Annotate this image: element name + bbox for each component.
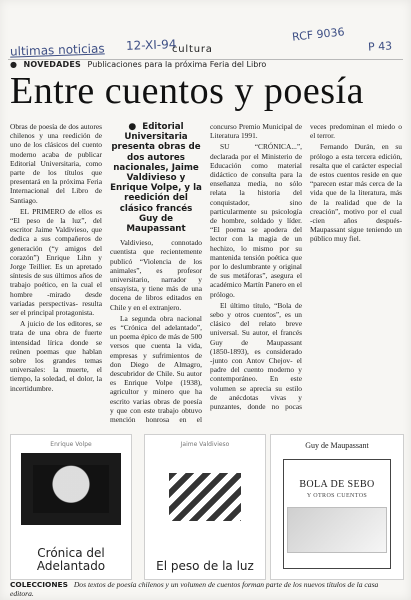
article-paragraph: A juicio de los editores, se trata de una obra de fuerte intensidad lírica donde se reúnen poemas que hablan sobre los grandes temas universales: la muerte, el tiempo, la soledad, el dolor, la incertidumbre. (10, 319, 102, 393)
kicker-text: Publicaciones para la próxima Feria del Libro (87, 60, 267, 69)
handwritten-page-note: P 43 (367, 39, 393, 54)
cover-author: Enrique Volpe (50, 441, 92, 448)
kicker-tag: NOVEDADES (23, 60, 81, 69)
lead-text: Editorial Universitaria presenta obras de dos autores nacionales, Jaime Valdivieso y Enrique Volpe, y la reedición del clásico francés Guy de Maupassant (110, 122, 202, 235)
kicker-line (10, 60, 401, 69)
article-paragraph: EL PRIMERO de ellos es “El peso de la luz”, del escritor Jaime Valdivieso, que dedica a sus compañeros de generación (“y amigos del corazón”) Enrique Lihn y Jorge Teillier. Es un apretado síntesis de sus últimos años de trabajo poético, en la cual el hombre ‑mirado desde variadas perspectivas‑ resulta ser el principal protagonista. (10, 206, 102, 318)
article-paragraph: SU “CRÓNICA...”, declarada por el Ministerio de Educación como material didáctico de consulta para la enseñanza media, no sólo relata la historia del conquistador, sino particularmente su psicología de hombre, soldado y líder. “El poema se apodera del lector con la magia de un hechizo, lo mismo por su mantenida tensión poética que por lo deslumbrante y original de sus metáforas”, asegura el académico Martín Panero en el prólogo. (210, 142, 302, 299)
handwritten-source-note: ultimas noticias (9, 41, 105, 59)
cover-author: Jaime Valdivieso (180, 441, 230, 448)
article-paragraph: Fernando Durán, en su prólogo a esta tercera edición, resalta que el carácter especial de estos cuentos reside en que “parecen estar más cerca de la vida que de la literatura, más de la realidad que de la creación”, motivo por el cual ‑cien años después‑ Maupassant sigue teniendo un público muy fiel. (310, 142, 402, 244)
headline: Entre cuentos y poesía (10, 70, 364, 112)
article-paragraph: Valdivieso, connotado cuentista que recientemente publicó “Violencia de los animales”, es profesor universitario, narrador y ensayista, y tiene más de una docena de libros editados en Chile y en el extranjero. (110, 238, 202, 312)
bullet-icon: ● (10, 60, 17, 69)
handwritten-reference-note: RCF 9036 (291, 25, 346, 44)
cover-illustration (21, 453, 121, 525)
caption-tag: COLECCIONES (10, 580, 68, 589)
cover-subtitle: Y OTROS CUENTOS (306, 493, 368, 499)
photo-caption (10, 580, 402, 598)
cover-title: El peso de la luz (156, 559, 254, 573)
article-paragraph: La segunda obra nacional es “Crónica del adelantado”, un poema épico de más de 500 versos que cuenta la vida, empresas y sufrimientos de don Diego de Almagro, descubridor de Chile. Su autor es Enrique Volpe (1938), agricultor y minero que ha escrito varias obras de poesía y que con este trabajo obtuvo mención honrosa en el concurso Premio Municipal de Literatura 1991. (110, 122, 302, 425)
cover-title: BOLA DE SEBO (299, 479, 375, 490)
book-covers (10, 428, 402, 578)
article-paragraph: El último título, “Bola de sebo y otros cuentos”, es un clásico del relato breve universal. Su autor, el francés Guy de Maupassant (1850‑1893), es considerado ‑junto con Antov Chejov‑ el padre del cuento moderno y contemporáneo. En este volumen se aprecia su estilo de anécdotas vivas y punzantes, donde no pocas veces predominan el miedo o el terror. (210, 122, 402, 412)
book-cover-cronica (10, 434, 132, 580)
handwritten-date-note: 12-XI-94 (125, 37, 177, 53)
book-cover-el-peso (144, 434, 266, 580)
cover-illustration (287, 507, 387, 553)
book-cover-bola-de-sebo (270, 434, 404, 580)
cover-author: Guy de Maupassant (305, 441, 369, 450)
article-paragraph: Obras de poesía de dos autores chilenos y una reedición de uno de los clásicos del cuento moderno acaba de publicar Editorial Universitaria, como parte de los títulos que presentará en la próxima Feria Internacional del Libro de Santiago. (10, 122, 102, 205)
cover-title: Crónica del Adelantado (36, 546, 106, 573)
caption-text: Dos textos de poesía chilenos y un volumen de cuentos forman parte de los nuevos títulos de la casa editora. (10, 580, 379, 598)
article-body (10, 122, 402, 425)
lead-bullet-icon: ● (128, 122, 137, 132)
cover-illustration (155, 453, 255, 543)
section-label: cultura (172, 44, 213, 55)
lead-box (110, 122, 202, 234)
